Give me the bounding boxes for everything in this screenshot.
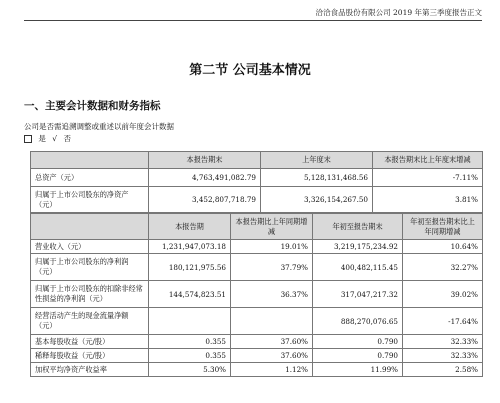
cell-value: 5,128,131,468.56 — [261, 169, 373, 187]
header-cell: 本报告期末 — [149, 152, 261, 169]
cell-value: 400,482,115.45 — [313, 254, 403, 281]
cell-value: 3,219,175,234.92 — [313, 240, 403, 254]
header-cell: 本报告期比上年同期增减 — [231, 214, 313, 240]
table-row — [31, 169, 483, 187]
option-checkmark: √ — [52, 134, 58, 143]
cell-value: 39.02% — [403, 281, 483, 308]
cell-value: 0.355 — [149, 335, 231, 349]
section-title: 第二节 公司基本情况 — [189, 63, 311, 78]
table-row — [31, 254, 483, 281]
cell-value — [149, 308, 231, 335]
table-row — [31, 240, 483, 254]
cell-value: 317,047,217.32 — [313, 281, 403, 308]
cell-value: 888,270,076.65 — [313, 308, 403, 335]
header-cell: 本报告期 — [149, 214, 231, 240]
row-label: 归属于上市公司股东的扣除非经常性损益的净利润（元） — [31, 281, 149, 308]
cell-value: 19.01% — [231, 240, 313, 254]
restatement-question: 公司是否需追溯调整或重述以前年度会计数据 — [24, 122, 174, 131]
row-label: 稀释每股收益（元/股） — [31, 349, 149, 363]
subsection-title: 一、主要会计数据和财务指标 — [24, 100, 161, 112]
row-label: 营业收入（元） — [31, 240, 149, 254]
cell-value: 32.27% — [403, 254, 483, 281]
cell-value: 1,231,947,073.18 — [149, 240, 231, 254]
cell-value: 10.64% — [403, 240, 483, 254]
table-row — [31, 335, 483, 349]
row-label: 归属于上市公司股东的净利润（元） — [31, 254, 149, 281]
table-row — [31, 281, 483, 308]
cell-value: 0.790 — [313, 335, 403, 349]
cell-value: 32.33% — [403, 335, 483, 349]
cell-value: 3,452,807,718.79 — [149, 187, 261, 213]
cell-value: 37.60% — [231, 335, 313, 349]
cell-value: -17.64% — [403, 308, 483, 335]
cell-value: 3,326,154,267.50 — [261, 187, 373, 213]
header-cell: 本报告期末比上年度末增减 — [373, 152, 483, 169]
header-divider — [24, 20, 482, 21]
header-cell: 年初至报告期末比上年同期增减 — [403, 214, 483, 240]
header-cell — [31, 214, 149, 240]
running-header: 洽洽食品股份有限公司 2019 年第三季度报告正文 — [315, 8, 482, 17]
cell-value: 5.30% — [149, 363, 231, 377]
cell-value: 1.12% — [231, 363, 313, 377]
row-label: 经营活动产生的现金流量净额（元） — [31, 308, 149, 335]
cell-value: 32.33% — [403, 349, 483, 363]
table-header-row — [31, 214, 483, 240]
cell-value: 0.355 — [149, 349, 231, 363]
cell-value: -7.11% — [373, 169, 483, 187]
row-label: 归属于上市公司股东的净资产（元） — [31, 187, 149, 213]
cell-value: 180,121,975.56 — [149, 254, 231, 281]
header-cell — [31, 152, 149, 169]
checkbox-icon — [24, 135, 32, 143]
option-yes: 是 — [38, 134, 46, 143]
option-no: 否 — [63, 134, 71, 143]
header-cell: 年初至报告期末 — [313, 214, 403, 240]
table-row — [31, 349, 483, 363]
cell-value: 2.58% — [403, 363, 483, 377]
restatement-options — [24, 133, 75, 144]
table-row — [31, 187, 483, 213]
cell-value: 4,763,491,082.79 — [149, 169, 261, 187]
cell-value: 11.99% — [313, 363, 403, 377]
cell-value: 37.60% — [231, 349, 313, 363]
row-label: 基本每股收益（元/股） — [31, 335, 149, 349]
table-row — [31, 363, 483, 377]
row-label: 总资产（元） — [31, 169, 149, 187]
cell-value: 0.790 — [313, 349, 403, 363]
cell-value: 36.37% — [231, 281, 313, 308]
balance-table — [30, 151, 483, 213]
row-label: 加权平均净资产收益率 — [31, 363, 149, 377]
header-cell: 上年度末 — [261, 152, 373, 169]
cell-value: 37.79% — [231, 254, 313, 281]
cell-value: 144,574,823.51 — [149, 281, 231, 308]
cell-value — [231, 308, 313, 335]
table-header-row — [31, 152, 483, 169]
income-table — [30, 213, 483, 377]
table-row — [31, 308, 483, 335]
cell-value: 3.81% — [373, 187, 483, 213]
